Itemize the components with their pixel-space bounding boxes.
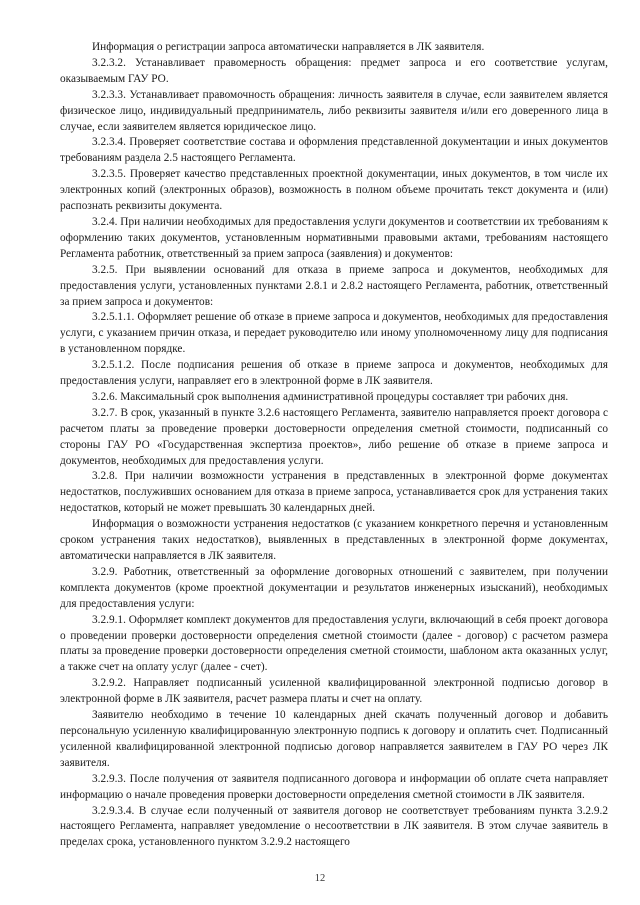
paragraph: 3.2.3.3. Устанавливает правомочность обращения: личность заявителя в случае, если заявителем является физическое лицо, индивидуальный предприниматель, либо реквизиты заявителя и/или его доверенного лица в случае, если заявителем является юридическое лицо. [60, 88, 608, 133]
paragraph: 3.2.9.2. Направляет подписанный усиленной квалифицированной электронной подписью договор в электронной форме в ЛК заявителя, расчет размера платы и счет на оплату. [60, 677, 608, 706]
paragraph: 3.2.9.3.4. В случае если полученный от заявителя договор не соответствует требованиям пункта 3.2.9.2 настоящего Регламента, направляет уведомление о несоответствии в ЛК заявителя. В этом случае заявитель в пределах срока, установленного пунктом 3.2.9.2 настоящего [60, 804, 608, 849]
paragraph: Информация о регистрации запроса автоматически направляется в ЛК заявителя. [92, 41, 485, 53]
paragraph: 3.2.5.1.2. После подписания решения об отказе в приеме запроса и документов, необходимых для предоставления услуги, направляет его в электронной форме в ЛК заявителя. [60, 359, 608, 388]
paragraph: 3.2.9.3. После получения от заявителя подписанного договора и информации об оплате счета направляет информацию о начале проведения проверки достоверности определения сметной стоимости в ЛК заявителя. [60, 772, 608, 801]
paragraph: 3.2.5.1.1. Оформляет решение об отказе в приеме запроса и документов, необходимых для предоставления услуги, с указанием причин отказа, и передает руководителю или иному уполномоченному лицу для подписания в установленном порядке. [60, 311, 608, 356]
paragraph: Информация о возможности устранения недостатков (с указанием конкретного перечня и установленным сроком устранения таких недостатков), выявленных в представленных в электронной форме документах, автоматически направляется в ЛК заявителя. [60, 518, 608, 562]
paragraph: 3.2.6. Максимальный срок выполнения административной процедуры составляет три рабочих дня. [92, 390, 569, 403]
paragraph: Заявителю необходимо в течение 10 календарных дней скачать полученный договор и добавить персональную усиленную квалифицированную электронную подпись к договору и оплатить счет. Подписанный усиленной квалифицированной электронной подписью договор направляется заявителем в ГАУ РО через ЛК заявителя. [60, 709, 608, 769]
paragraph: 3.2.9.1. Оформляет комплект документов для предоставления услуги, включающий в себя проект договора о проведении проверки достоверности определения сметной стоимости (далее - договор) с расчетом размера платы за проведение проверки достоверности определения сметной стоимости, шаблоном акта оказанных услуг, а также счет на оплату услуг (далее - счет). [60, 613, 608, 674]
paragraph: 3.2.3.5. Проверяет качество представленных проектной документации, иных документов, в том числе их электронных копий (электронных образов), возможность в полном объеме прочитать текст документа и (или) распознать реквизиты документа. [60, 168, 608, 213]
paragraph: 3.2.5. При выявлении оснований для отказа в приеме запроса и документов, необходимых для предоставления услуги, установленных пунктами 2.8.1 и 2.8.2 настоящего Регламента, работник, ответственный за прием запроса и документов: [60, 263, 608, 308]
paragraph: 3.2.8. При наличии возможности устранения в представленных в электронной форме документах недостатков, послуживших основанием для отказа в приеме запроса, устанавливается срок для устранения таких недостатков, который не может превышать 30 календарных дней. [60, 470, 608, 515]
paragraph: 3.2.4. При наличии необходимых для предоставления услуги документов и соответствии их требованиям к оформлению таких документов, установленным нормативными правовыми актами, требованиям настоящего Регламента работник, ответственный за прием запроса (заявления) и документов: [60, 215, 608, 260]
paragraph: 3.2.3.4. Проверяет соответствие состава и оформления представленной документации и иных документов требованиям раздела 2.5 настоящего Регламента. [60, 136, 608, 165]
paragraph: 3.2.3.2. Устанавливает правомерность обращения: предмет запроса и его соответствие услугам, оказываемым ГАУ РО. [60, 56, 608, 85]
page-number: 12 [314, 873, 326, 884]
document-body [60, 40, 608, 851]
paragraph: 3.2.9. Работник, ответственный за оформление договорных отношений с заявителем, при получении комплекта документов (кроме проектной документации и результатов инженерных изысканий), необходимых для предоставления услуги: [60, 565, 608, 610]
paragraph: 3.2.7. В срок, указанный в пункте 3.2.6 настоящего Регламента, заявителю направляется проект договора с расчетом платы за проведение проверки достоверности определения сметной стоимости, подписанный со стороны ГАУ РО «Государственная экспертиза проектов», либо решение об отказе в приеме запроса и документов, необходимых для предоставления услуги. [60, 406, 608, 467]
